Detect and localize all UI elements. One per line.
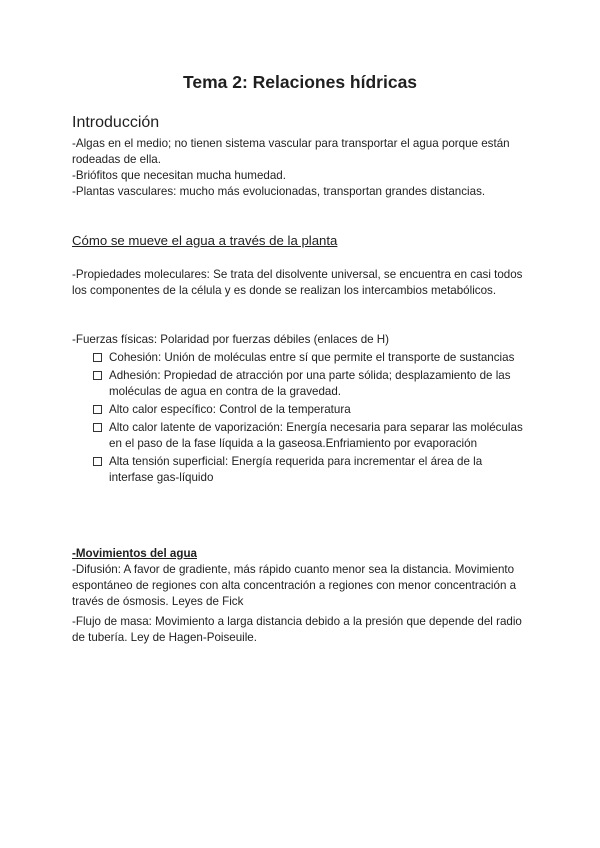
propiedades-paragraph: -Propiedades moleculares: Se trata del disolvente universal, se encuentra en casi todos los componentes de la célula y es donde se realizan los intercambios metabólicos. bbox=[72, 268, 523, 297]
checklist-item-text: Alto calor latente de vaporización: Energía necesaria para separar las moléculas en el paso de la fase líquida a la gaseosa.Enfriamiento por evaporación bbox=[109, 421, 523, 450]
checkbox-icon bbox=[93, 457, 102, 466]
checklist-item-text: Cohesión: Unión de moléculas entre sí que permite el transporte de sustancias bbox=[109, 351, 515, 364]
checklist-item-adhesion bbox=[72, 368, 528, 400]
checkbox-icon bbox=[93, 371, 102, 380]
checklist-item-text: Alta tensión superficial: Energía requerida para incrementar el área de la interfase gas-líquido bbox=[109, 455, 483, 484]
intro-block bbox=[72, 136, 528, 200]
checkbox-icon bbox=[93, 405, 102, 414]
movimientos-heading: -Movimientos del agua bbox=[72, 547, 197, 560]
flujo-paragraph: -Flujo de masa: Movimiento a larga distancia debido a la presión que depende del radio de tubería. Ley de Hagen-Poiseuile. bbox=[72, 615, 522, 644]
intro-line-algas: -Algas en el medio; no tienen sistema vascular para transportar el agua porque están rodeadas de ella. bbox=[72, 137, 510, 166]
fuerzas-checklist bbox=[72, 350, 528, 486]
checklist-item-cohesion bbox=[72, 350, 528, 366]
difusion-paragraph: -Difusión: A favor de gradiente, más rápido cuanto menor sea la distancia. Movimiento espontáneo de regiones con alta concentración a regiones con menor concentración a través de ósmosis. Leyes de Fick bbox=[72, 563, 517, 608]
intro-line-briofitos: -Briófitos que necesitan mucha humedad. bbox=[72, 169, 286, 182]
fuerzas-block bbox=[72, 332, 528, 488]
intro-heading: Introducción bbox=[72, 114, 160, 131]
checklist-item-text: Adhesión: Propiedad de atracción por una parte sólida; desplazamiento de las moléculas de agua en contra de la gravedad. bbox=[109, 369, 511, 398]
checklist-item-calor-especifico bbox=[72, 402, 528, 418]
propiedades-block bbox=[72, 267, 528, 299]
checkbox-icon bbox=[93, 353, 102, 362]
checklist-item-calor-latente bbox=[72, 420, 528, 452]
checklist-item-tension-superficial bbox=[72, 454, 528, 486]
document-title: Tema 2: Relaciones hídricas bbox=[182, 72, 418, 92]
checkbox-icon bbox=[93, 423, 102, 432]
checklist-item-text: Alto calor específico: Control de la temperatura bbox=[109, 403, 351, 416]
intro-line-plantas: -Plantas vasculares: mucho más evolucionadas, transportan grandes distancias. bbox=[72, 185, 486, 198]
movimientos-block bbox=[72, 546, 528, 646]
fuerzas-paragraph: -Fuerzas físicas: Polaridad por fuerzas débiles (enlaces de H) bbox=[72, 333, 390, 346]
section-heading: Cómo se mueve el agua a través de la planta bbox=[72, 233, 338, 248]
